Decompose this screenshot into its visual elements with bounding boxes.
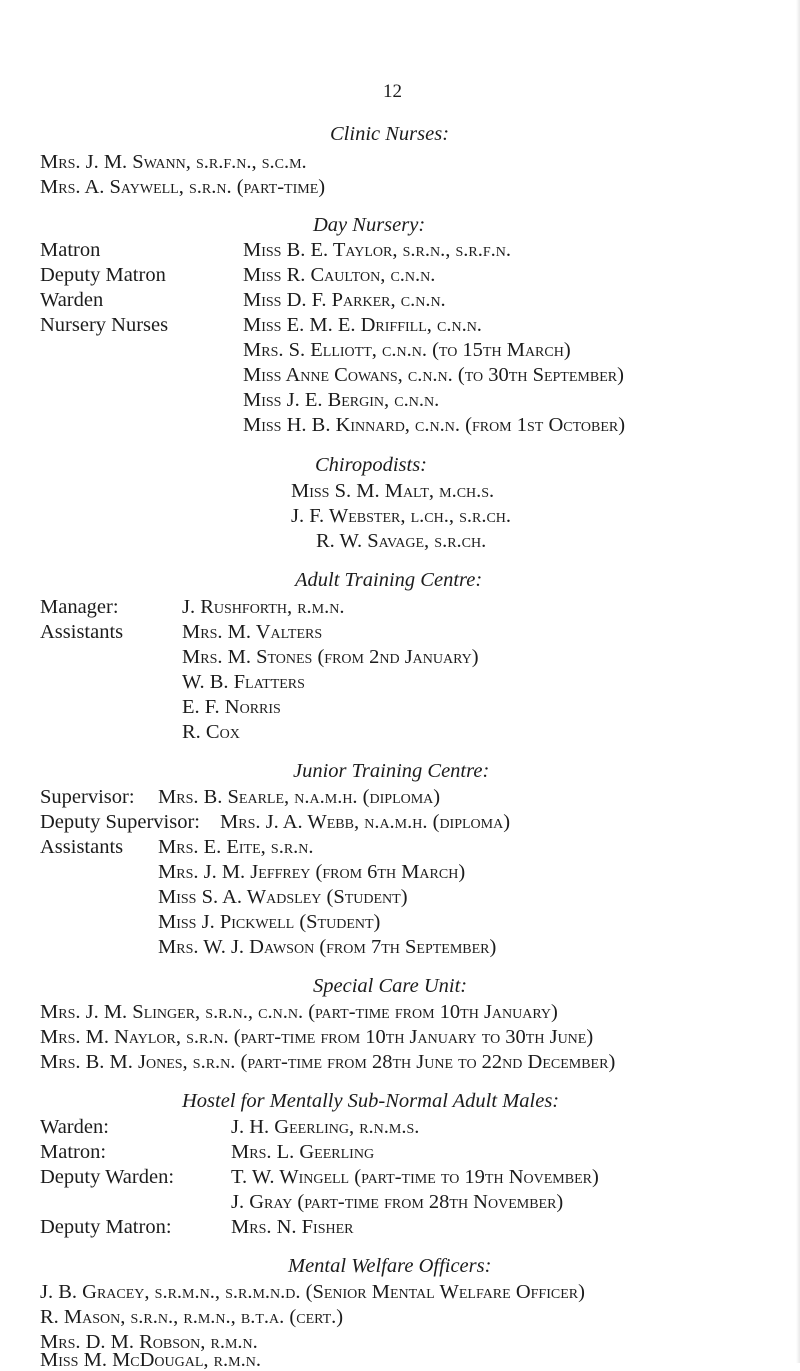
staff-line: Miss D. F. Parker, c.n.n. xyxy=(243,289,446,311)
role-label: Deputy Supervisor: xyxy=(40,811,200,833)
staff-line: Mrs. W. J. Dawson (from 7th September) xyxy=(158,936,497,958)
staff-line: Miss H. B. Kinnard, c.n.n. (from 1st October) xyxy=(243,414,626,436)
staff-line: R. Mason, s.r.n., r.m.n., b.t.a. (cert.) xyxy=(40,1306,344,1328)
section-heading-chiropodists: Chiropodists: xyxy=(315,454,428,476)
staff-line: Mrs. E. Eite, s.r.n. xyxy=(158,836,314,858)
role-label: Deputy Matron xyxy=(40,264,166,286)
staff-line: R. Cox xyxy=(182,721,240,743)
clinic-nurse-line: Mrs. A. Saywell, s.r.n. (part-time) xyxy=(40,176,326,198)
section-heading-clinic-nurses: Clinic Nurses: xyxy=(330,123,450,145)
staff-line: Miss M. McDougal, r.m.n. xyxy=(40,1349,261,1371)
staff-line: J. B. Gracey, s.r.m.n., s.r.m.n.d. (Senior Mental Welfare Officer) xyxy=(40,1281,585,1303)
staff-line: W. B. Flatters xyxy=(182,671,305,693)
role-label: Nursery Nurses xyxy=(40,314,169,336)
staff-line: T. W. Wingell (part-time to 19th November) xyxy=(231,1166,599,1188)
staff-line: Mrs. J. A. Webb, n.a.m.h. (diploma) xyxy=(220,811,511,833)
staff-line: Miss Anne Cowans, c.n.n. (to 30th September) xyxy=(243,364,624,386)
role-label: Manager: xyxy=(40,596,119,618)
staff-line: E. F. Norris xyxy=(182,696,281,718)
staff-line: Miss S. A. Wadsley (Student) xyxy=(158,886,408,908)
staff-line: Mrs. B. M. Jones, s.r.n. (part-time from 28th June to 22nd December) xyxy=(40,1051,616,1073)
staff-line: Mrs. L. Geerling xyxy=(231,1141,375,1163)
staff-line: Mrs. J. M. Jeffrey (from 6th March) xyxy=(158,861,466,883)
role-label: Assistants xyxy=(40,836,124,858)
role-label: Warden: xyxy=(40,1116,109,1138)
staff-line: J. F. Webster, l.ch., s.r.ch. xyxy=(291,505,512,527)
staff-line: Miss J. E. Bergin, c.n.n. xyxy=(243,389,440,411)
staff-line: Mrs. M. Stones (from 2nd January) xyxy=(182,646,479,668)
staff-line: J. Gray (part-time from 28th November) xyxy=(231,1191,564,1213)
staff-line: Mrs. J. M. Slinger, s.r.n., c.n.n. (part-time from 10th January) xyxy=(40,1001,558,1023)
staff-line: R. W. Savage, s.r.ch. xyxy=(316,530,487,552)
role-label: Deputy Matron: xyxy=(40,1216,172,1238)
section-heading-junior-training: Junior Training Centre: xyxy=(293,760,490,782)
staff-line: Mrs. N. Fisher xyxy=(231,1216,354,1238)
staff-line: Mrs. S. Elliott, c.n.n. (to 15th March) xyxy=(243,339,571,361)
staff-line: Mrs. M. Naylor, s.r.n. (part-time from 10th January to 30th June) xyxy=(40,1026,594,1048)
staff-line: Mrs. B. Searle, n.a.m.h. (diploma) xyxy=(158,786,441,808)
staff-line: Mrs. D. M. Robson, r.m.n. xyxy=(40,1331,258,1353)
section-heading-hostel: Hostel for Mentally Sub-Normal Adult Males: xyxy=(182,1090,560,1112)
role-label: Matron xyxy=(40,239,101,261)
section-heading-day-nursery: Day Nursery: xyxy=(313,214,426,236)
section-heading-adult-training: Adult Training Centre: xyxy=(295,569,483,591)
section-heading-mental-welfare: Mental Welfare Officers: xyxy=(288,1255,492,1277)
page-number: 12 xyxy=(383,81,402,102)
staff-line: Miss R. Caulton, c.n.n. xyxy=(243,264,436,286)
staff-line: Mrs. M. Valters xyxy=(182,621,323,643)
role-label: Supervisor: xyxy=(40,786,135,808)
staff-line: Miss S. M. Malt, m.ch.s. xyxy=(291,480,495,502)
section-heading-special-care: Special Care Unit: xyxy=(313,975,468,997)
role-label: Deputy Warden: xyxy=(40,1166,175,1188)
staff-line: Miss E. M. E. Driffill, c.n.n. xyxy=(243,314,482,336)
staff-line: J. Rushforth, r.m.n. xyxy=(182,596,345,618)
page-edge-shadow xyxy=(796,0,800,1363)
role-label: Assistants xyxy=(40,621,124,643)
role-label: Warden xyxy=(40,289,104,311)
staff-line: Miss B. E. Taylor, s.r.n., s.r.f.n. xyxy=(243,239,511,261)
staff-line: Miss J. Pickwell (Student) xyxy=(158,911,381,933)
role-label: Matron: xyxy=(40,1141,107,1163)
staff-line: J. H. Geerling, r.n.m.s. xyxy=(231,1116,420,1138)
clinic-nurse-line: Mrs. J. M. Swann, s.r.f.n., s.c.m. xyxy=(40,151,307,173)
